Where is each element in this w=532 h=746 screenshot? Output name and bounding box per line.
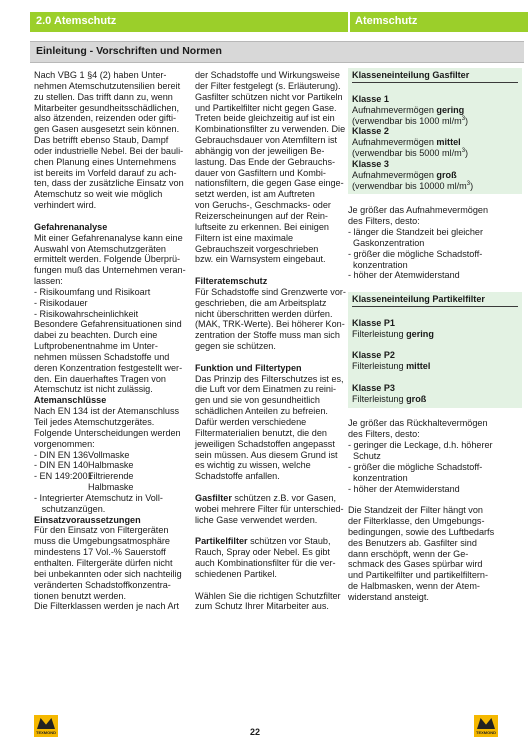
text-line: Je größer das Aufnahmevermögen [348, 205, 489, 216]
logo-mark-icon [37, 718, 55, 729]
text-line: und Partikelfilter und partikelfiltern- [348, 570, 489, 581]
text-line: Rauch, Spray oder Nebel. Es gibt [195, 547, 330, 558]
text-line: schmack des Gases spürbar wird [348, 559, 483, 570]
closing-paren: ) [470, 180, 474, 191]
capacity-label: Aufnahmevermögen [352, 137, 437, 148]
paragraph-standzeit [348, 505, 522, 603]
performance-label: Filterleistung [352, 393, 407, 404]
text-line: - höher der Atemwiderstand [348, 270, 460, 281]
norm-code: - DIN EN 140 [34, 460, 89, 471]
paragraph-gasfilter [195, 492, 344, 526]
class-label: Klasse P2 [352, 350, 395, 361]
norm-row [34, 482, 184, 493]
text-line: de Halbmasken, wenn der Atem- [348, 581, 480, 592]
heading-filteratemschutz: Filteratemschutz [195, 276, 268, 287]
section-title-left: 2.0 Atemschutz [36, 15, 117, 27]
text-line: nehmen Atemschutzutensilien bereit [34, 80, 181, 91]
paragraph-partikelfilter [195, 536, 340, 579]
text-line: (MAK, TRK-Werte). Bei höherer Kon- [195, 319, 345, 330]
text-line: Das Prinzip des Filterschutzes ist es, [195, 373, 344, 384]
paragraph-funktion [195, 373, 344, 482]
superscript: 3 [461, 148, 466, 155]
text-line: schiedenen Partikel. [195, 568, 277, 579]
performance-value: gering [406, 328, 434, 339]
norm-list [34, 450, 184, 493]
gasfilter-class-heading: Klasseneinteilung Gasfilter [352, 70, 518, 83]
heading-gefahrenanalyse: Gefahrenanalyse [34, 221, 108, 232]
text-line: den. Ein dauerhaftes Tragen von [34, 373, 166, 384]
performance-value: groß [406, 393, 427, 404]
text-line: vorgenommen: [34, 438, 95, 449]
text-line: enthalten. Filtergeräte dürfen nicht [34, 557, 173, 568]
text-line: - Risikoumfang und Risikoart [34, 286, 151, 297]
closing-paren: ) [465, 115, 469, 126]
text-line: setzt werden, ist am Auftreten [195, 189, 315, 200]
paragraph-rueckhaltevermoegen [348, 418, 522, 494]
brand-logo-left [34, 715, 58, 737]
text-line: schützen z.B. vor Gasen, [231, 492, 337, 503]
column-right [348, 68, 522, 603]
text-line: Für Schadstoffe sind Grenzwerte vor- [195, 286, 346, 297]
text-line: tionen benutzt werden. [34, 590, 127, 601]
text-line: luftseite zu erkennen. Bei einigen [195, 221, 329, 232]
text-line: dann erschöpft, wenn der Ge- [348, 548, 469, 559]
paragraph-gefahrenanalyse [34, 233, 184, 396]
text-line: Schadstoffe anfallen. [195, 471, 280, 482]
text-line: Gebrauchsdauer von Atemfiltern ist [195, 135, 338, 146]
brand-logo-right [474, 715, 498, 737]
norm-code: - DIN EN 136 [34, 449, 89, 460]
norm-type: Halbmaske [88, 482, 134, 493]
text-line: schützen vor Staub, [247, 536, 331, 547]
text-line: nationsfiltern, die gegen Gase einge- [195, 178, 344, 189]
class-label: Klasse 1 [352, 93, 389, 104]
text-line: Reizerscheinungen auf der Rein- [195, 210, 328, 221]
text-line: nicht überschritten werden dürfen. [195, 308, 333, 319]
text-line: also ätzenden, reizenden oder gifti- [34, 113, 177, 124]
text-line: muss die Umgebungsatmosphäre [34, 536, 170, 547]
gasfilter-label: Gasfilter [195, 492, 232, 503]
text-line: geschrieben, die am Arbeitsplatz [195, 297, 327, 308]
capacity-label: Aufnahmevermögen [352, 169, 437, 180]
section-title-right: Atemschutz [355, 15, 418, 27]
logo-text: TEXMOND [476, 730, 496, 735]
norm-code: - EN 149:2001 [34, 471, 93, 482]
text-line: mindestens 17 Vol.-% Sauerstoff [34, 547, 166, 558]
text-line: der Filterklasse, den Umgebungs- [348, 516, 485, 527]
text-line: bzw. ein Warnsystem eingebaut. [195, 254, 326, 265]
text-line: widerstand ansteigt. [348, 591, 429, 602]
text-line: der Schadstoffe und Wirkungsweise [195, 70, 340, 80]
text-line: dabei zu beachten. Durch eine [34, 330, 158, 341]
norm-type: Halbmaske [88, 460, 134, 471]
text-line: gegen sie schützen. [195, 341, 276, 352]
usage-limit: (verwendbar bis 1000 ml/m [352, 115, 462, 126]
text-line: - geringer die Leckage, d.h. höherer [348, 440, 493, 451]
paragraph-atemanschluesse [34, 406, 184, 449]
text-line: Mit einer Gefahrenanalyse kann eine [34, 232, 183, 243]
text-line: konzentration [348, 259, 408, 270]
text-line: gen Gasen ausgesetzt sein können. [34, 124, 180, 135]
heading-funktion: Funktion und Filtertypen [195, 362, 302, 373]
text-line: Treten beide gleichzeitig auf ist ein [195, 113, 335, 124]
capacity-label: Aufnahmevermögen [352, 104, 437, 115]
text-line: ten, dass der zusätzliche Einsatz von [34, 178, 184, 189]
superscript: 3 [466, 180, 471, 187]
capacity-value: mittel [436, 137, 461, 148]
text-line: Je größer das Rückhaltevermögen [348, 418, 488, 429]
text-line: Die Standzeit der Filter hängt von [348, 505, 483, 516]
usage-limit: (verwendbar bis 5000 ml/m [352, 148, 462, 159]
performance-value: mittel [406, 361, 431, 372]
text-line: ist bereits im Vorfeld darauf zu ach- [34, 167, 177, 178]
text-line: der Filter festgelegt (s. Erläuterung). [195, 80, 341, 91]
class-label: Klasse 3 [352, 158, 389, 169]
text-line: - Risikowahrscheinlichkeit [34, 308, 139, 319]
superscript: 3 [461, 115, 466, 122]
capacity-value: gering [436, 104, 465, 115]
norm-row [34, 460, 184, 471]
text-line: - Integrierter Atemschutz in Voll- [34, 492, 163, 503]
norm-type: Filtrierende [88, 471, 134, 482]
performance-label: Filterleistung [352, 361, 407, 372]
heading-atemanschluesse: Atemanschlüsse [34, 395, 107, 406]
section-header-band [30, 12, 528, 32]
text-line: des Filters, desto: [348, 429, 420, 440]
usage-limit: (verwendbar bis 10000 ml/m [352, 180, 467, 191]
paragraph-filteratemschutz [195, 286, 346, 352]
text-line: Die Filterklassen werden je nach Art [34, 601, 180, 612]
text-line: die Luft vor dem Einatmen zu reini- [195, 384, 337, 395]
text-line: oder industrielle Nebel. Bei der bauli- [34, 145, 184, 156]
page-number: 22 [250, 727, 261, 737]
text-line: von Geruchs-, Geschmacks- oder [195, 200, 331, 211]
text-line: - höher der Atemwiderstand [348, 483, 460, 494]
column-left [34, 70, 184, 612]
norm-row [34, 450, 184, 461]
text-line: fungen muß das Unternehmen veran- [34, 265, 186, 276]
text-line: - größer die mögliche Schadstoff- [348, 248, 483, 259]
text-line: sein müssen. Aus diesem Grund ist [195, 449, 338, 460]
text-line: - länger die Standzeit bei gleicher [348, 226, 483, 237]
text-line: Kombinationsfilter zu verwenden. Die [195, 124, 346, 135]
paragraph-einsatz [34, 525, 184, 612]
text-line: verhindert wird. [34, 200, 97, 211]
text-line: zum Schutz Ihrer Mitarbeiter aus. [195, 601, 329, 612]
norm-row [34, 471, 184, 482]
text-line: Auswahl von Atemschutzgeräten [34, 243, 166, 254]
text-line: Schutz [348, 451, 381, 461]
text-line: - größer die mögliche Schadstoff- [348, 461, 483, 472]
text-line: Folgende Unterscheidungen werden [34, 427, 181, 438]
text-line: Atemschutz so weit wie möglich [34, 189, 163, 200]
text-line: dauer von Gasfiltern und Kombi- [195, 167, 326, 178]
text-line: konzentration [348, 472, 408, 483]
text-line: schädlichen Anteilen zu befreien. [195, 406, 328, 417]
column-middle [195, 70, 346, 612]
text-line: Gasfilter schützen nicht vor Partikeln [195, 91, 343, 102]
text-line: schutzanzügen. [34, 503, 106, 514]
paragraph-intro [34, 70, 184, 211]
text-line: Filtern ist eine maximale [195, 232, 294, 243]
norm-type: Vollmaske [88, 449, 130, 460]
text-line: jeweiligen Schadstoffen angepasst [195, 438, 335, 449]
text-line: abhängig von der jeweiligen Be- [195, 145, 325, 156]
text-line: veränderten Schadstoffkonzentra- [34, 579, 171, 590]
header-divider [348, 12, 350, 32]
performance-label: Filterleistung [352, 328, 407, 339]
text-line: deren Konzentration festgestellt wer- [34, 362, 183, 373]
text-line: zu stellen. Das trifft dann zu, wenn [34, 91, 173, 102]
text-line: nehmen müssen Schadstoffe und [34, 351, 170, 362]
text-line: Nach VBG 1 §4 (2) haben Unter- [34, 70, 167, 80]
text-line: Dafür werden verschiedene [195, 417, 307, 427]
partikelfilter-class-heading: Klasseneinteilung Partikelfilter [352, 294, 518, 307]
text-line: Das betrifft ebenso Staub, Dampf [34, 135, 169, 146]
text-line: Besondere Gefahrensituationen sind [34, 319, 182, 330]
text-line: wobei mehrere Filter für unterschied- [195, 503, 344, 514]
text-line: Luftprobenentnahme im Unter- [34, 341, 158, 352]
text-line: lassen: [34, 276, 63, 287]
text-line: es wichtig zu wissen, welche [195, 460, 311, 471]
logo-text: TEXMOND [36, 730, 56, 735]
class-label: Klasse 2 [352, 126, 389, 137]
text-line: Gebrauchszeit vorgeschrieben [195, 243, 319, 254]
text-line: chen Planung eines Unternehmens [34, 156, 177, 167]
text-line: - Risikodauer [34, 297, 88, 308]
gasfilter-class-box [348, 68, 522, 194]
heading-einsatzvoraussetzungen: Einsatzvoraussetzungen [34, 514, 141, 525]
paragraph-filterklassen [195, 70, 346, 265]
text-line: Für den Einsatz von Filtergeräten [34, 525, 169, 536]
text-line: und Partikelfilter nicht gegen Gase. [195, 102, 337, 113]
partikelfilter-class-box [348, 292, 522, 408]
text-line: bei unbekannten oder sich nachteilig [34, 568, 182, 579]
paragraph-schutzfilter [195, 591, 340, 613]
text-line: liche Gase verwendet werden. [195, 514, 318, 525]
partikelfilter-label: Partikelfilter [195, 536, 248, 547]
text-line: bedingungen, sowie des Luftbedarfs [348, 526, 495, 537]
text-line: Filtermaterialien benutzt, die den [195, 427, 327, 438]
text-line: des Filters, desto: [348, 216, 420, 227]
text-line: Gaskonzentration [348, 237, 425, 248]
text-line: Nach EN 134 ist der Atemanschluss [34, 406, 180, 417]
closing-paren: ) [465, 148, 469, 159]
class-label: Klasse P3 [352, 382, 395, 393]
logo-mark-icon [477, 718, 495, 729]
text-line: Wählen Sie die richtigen Schutzfilter [195, 590, 341, 601]
text-line: ermittelt werden. Folgende Überprü- [34, 254, 181, 265]
class-label: Klasse P1 [352, 317, 395, 328]
intro-title-bar [30, 41, 524, 63]
text-line: Atemschutz ist nicht zulässig. [34, 384, 153, 395]
text-line: Mitarbeiter gesundheitsschädlichen, [34, 102, 180, 113]
intro-title: Einleitung - Vorschriften und Normen [36, 45, 222, 57]
text-line: gen und sie von gesundheitlich [195, 395, 320, 406]
text-line: lastung. Das Ende der Gebrauchs- [195, 156, 336, 167]
text-line: auch Kombinationsfilter für die ver- [195, 557, 336, 568]
text-line: zentration der Stoffe muss man sich [195, 330, 340, 341]
paragraph-aufnahmevermoegen [348, 205, 522, 281]
text-line: des Benutzers ab. Gasfilter sind [348, 537, 477, 548]
capacity-value: groß [436, 169, 457, 180]
text-line: Teil jedes Atemschutzgerätes. [34, 417, 155, 427]
